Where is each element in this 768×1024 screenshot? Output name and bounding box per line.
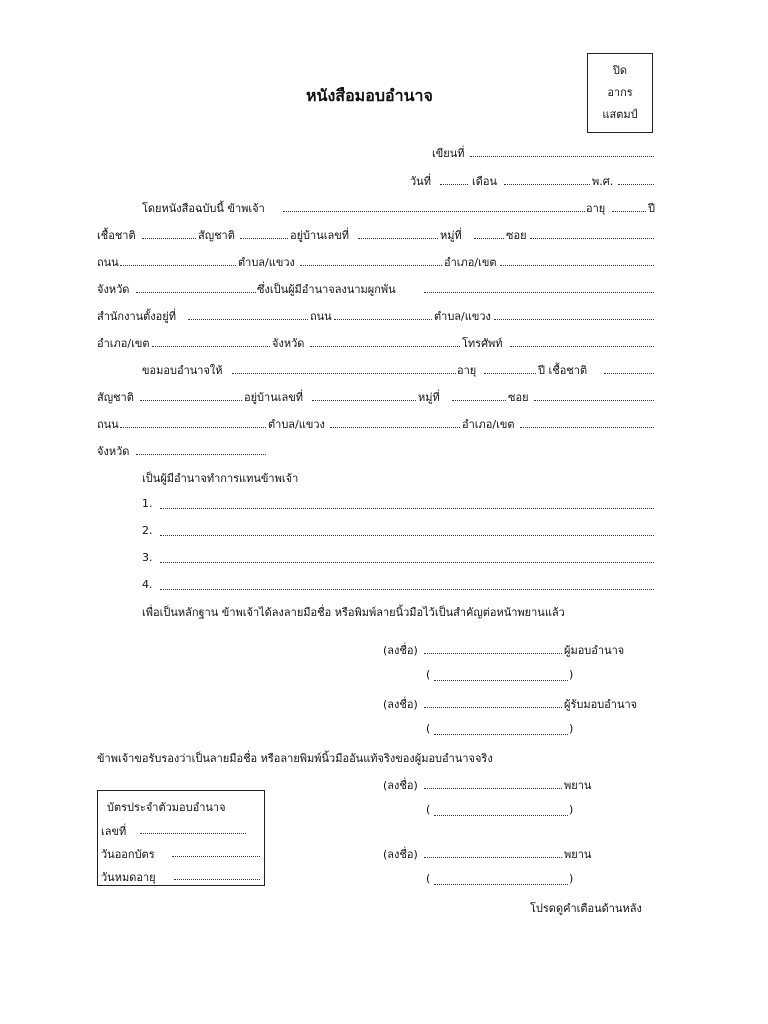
office-field[interactable]	[188, 319, 308, 320]
grantee-name-open-paren: (	[426, 722, 431, 735]
grantee-subdistrict-field[interactable]	[330, 427, 460, 428]
grantor-district-label: อำเภอ/เขต	[444, 256, 497, 269]
stamp-line-2: อากร	[607, 86, 633, 99]
grantor-nationality-label: สัญชาติ	[198, 229, 235, 242]
id-card-number-label: เลขที่	[101, 825, 127, 838]
grantee-name-close-paren: )	[569, 722, 574, 735]
grantor-moo-label: หมู่ที่	[440, 229, 462, 242]
stamp-box	[587, 53, 653, 133]
footer-note: โปรดดูคำเตือนด้านหลัง	[530, 902, 642, 915]
grantor-road-field[interactable]	[120, 265, 236, 266]
item-4-field[interactable]	[160, 589, 654, 590]
grantor-province-label: จังหวัด	[97, 283, 130, 296]
grantor-subdistrict-field[interactable]	[300, 265, 442, 266]
year-label: พ.ศ.	[592, 175, 614, 188]
stamp-line-3: แสตมป์	[602, 108, 638, 121]
month-field[interactable]	[504, 184, 590, 185]
year-field[interactable]	[618, 184, 654, 185]
acting-label: เป็นผู้มีอำนาจทำการแทนข้าพเจ้า	[142, 472, 299, 485]
grantee-soi-label: ซอย	[508, 391, 529, 404]
id-card-number-field[interactable]	[140, 833, 246, 834]
witness-2-open-paren: (	[426, 872, 431, 885]
grantor-intro: โดยหนังสือฉบับนี้ ข้าพเจ้า	[142, 202, 265, 215]
grantee-address-field[interactable]	[312, 400, 416, 401]
written-at-label: เขียนที่	[432, 147, 465, 160]
id-card-expires-label: วันหมดอายุ	[101, 871, 156, 884]
id-card-issued-field[interactable]	[172, 856, 260, 857]
grantee-race-field[interactable]	[604, 373, 654, 374]
grantee-subdistrict-label: ตำบล/แขวง	[268, 418, 325, 431]
id-card-title: บัตรประจำตัวมอบอำนาจ	[107, 801, 226, 814]
grantor-name-close-paren: )	[569, 668, 574, 681]
grantee-road-field[interactable]	[120, 427, 266, 428]
grantor-soi-label: ซอย	[506, 229, 527, 242]
grantor-name-open-paren: (	[426, 668, 431, 681]
item-3-field[interactable]	[160, 562, 654, 563]
item-2-number: 2.	[142, 524, 153, 537]
grantor-address-field[interactable]	[358, 238, 438, 239]
grantee-district-label: อำเภอ/เขต	[462, 418, 515, 431]
office-province-label: จังหวัด	[272, 337, 305, 350]
office-district-field[interactable]	[152, 346, 270, 347]
witness-2-printed-name-field[interactable]	[434, 884, 568, 885]
witness-2-role-label: พยาน	[564, 848, 592, 861]
month-label: เดือน	[472, 175, 498, 188]
grantor-race-label: เชื้อชาติ	[97, 229, 136, 242]
item-1-number: 1.	[142, 497, 153, 510]
grantor-road-label: ถนน	[97, 256, 119, 269]
grantor-subdistrict-label: ตำบล/แขวง	[238, 256, 295, 269]
office-label: สำนักงานตั้งอยู่ที่	[97, 310, 176, 323]
office-road-field[interactable]	[334, 319, 432, 320]
item-2-field[interactable]	[160, 535, 654, 536]
witness-1-open-paren: (	[426, 803, 431, 816]
id-card-expires-field[interactable]	[174, 879, 260, 880]
grantee-province-field[interactable]	[136, 454, 266, 455]
sign-witness-1-label: (ลงชื่อ)	[383, 779, 418, 792]
grantor-province-field[interactable]	[136, 292, 256, 293]
office-phone-label: โทรศัพท์	[462, 337, 503, 350]
grantor-role-label: ผู้มอบอำนาจ	[564, 644, 625, 657]
grantee-name-field[interactable]	[232, 373, 456, 374]
witness-1-role-label: พยาน	[564, 779, 592, 792]
grantee-role-label: ผู้รับมอบอำนาจ	[564, 698, 638, 711]
item-4-number: 4.	[142, 578, 153, 591]
grantor-authority-label: ซึ่งเป็นผู้มีอำนาจลงนามผูกพัน	[257, 283, 396, 296]
evidence-text: เพื่อเป็นหลักฐาน ข้าพเจ้าได้ลงลายมือชื่อ หรือพิมพ์ลายนิ้วมือไว้เป็นสำคัญต่อหน้าพยานแล้ว	[142, 606, 565, 619]
written-at-field[interactable]	[470, 156, 654, 157]
grantee-age-label: อายุ	[457, 364, 477, 377]
grantee-soi-field[interactable]	[534, 400, 654, 401]
sign-grantor-label: (ลงชื่อ)	[383, 644, 418, 657]
grantor-race-field[interactable]	[142, 238, 196, 239]
sign-witness-1-field[interactable]	[424, 788, 562, 789]
grantor-moo-field[interactable]	[474, 238, 504, 239]
stamp-line-1: ปิด	[612, 64, 628, 77]
grantee-intro: ขอมอบอำนาจให้	[142, 364, 223, 377]
grantee-province-label: จังหวัด	[97, 445, 130, 458]
grantor-printed-name-field[interactable]	[434, 680, 568, 681]
sign-grantee-label: (ลงชื่อ)	[383, 698, 418, 711]
witness-2-close-paren: )	[569, 872, 574, 885]
office-subdistrict-field[interactable]	[494, 319, 654, 320]
office-subdistrict-label: ตำบล/แขวง	[434, 310, 491, 323]
day-field[interactable]	[440, 184, 468, 185]
office-road-label: ถนน	[310, 310, 332, 323]
office-province-field[interactable]	[310, 346, 460, 347]
grantee-printed-name-field[interactable]	[434, 734, 568, 735]
grantee-nationality-label: สัญชาติ	[97, 391, 134, 404]
grantee-race-label: ปี เชื้อชาติ	[538, 364, 588, 377]
witness-1-close-paren: )	[569, 803, 574, 816]
grantee-address-label: อยู่บ้านเลขที่	[244, 391, 304, 404]
grantor-address-label: อยู่บ้านเลขที่	[290, 229, 350, 242]
grantor-soi-field[interactable]	[530, 238, 654, 239]
grantee-road-label: ถนน	[97, 418, 119, 431]
document-title: หนังสือมอบอำนาจ	[306, 86, 433, 105]
id-card-issued-label: วันออกบัตร	[101, 848, 155, 861]
sign-grantor-field[interactable]	[424, 653, 562, 654]
sign-witness-2-label: (ลงชื่อ)	[383, 848, 418, 861]
grantor-age-field[interactable]	[612, 211, 646, 212]
grantee-age-field[interactable]	[484, 373, 536, 374]
certify-text: ข้าพเจ้าขอรับรองว่าเป็นลายมือชื่อ หรือลายพิมพ์นิ้วมืออันแท้จริงของผู้มอบอำนาจจริง	[97, 752, 493, 765]
grantor-name-field[interactable]	[283, 211, 585, 212]
grantor-nationality-field[interactable]	[240, 238, 288, 239]
sign-grantee-field[interactable]	[424, 707, 562, 708]
office-district-label: อำเภอ/เขต	[97, 337, 150, 350]
witness-1-printed-name-field[interactable]	[434, 815, 568, 816]
grantor-years-label: ปี	[648, 202, 655, 215]
item-3-number: 3.	[142, 551, 153, 564]
grantee-moo-field[interactable]	[452, 400, 506, 401]
sign-witness-2-field[interactable]	[424, 857, 562, 858]
grantor-authority-field[interactable]	[424, 292, 654, 293]
grantee-moo-label: หมู่ที่	[418, 391, 440, 404]
grantee-district-field[interactable]	[520, 427, 654, 428]
grantor-age-label: อายุ	[586, 202, 606, 215]
grantor-district-field[interactable]	[500, 265, 654, 266]
item-1-field[interactable]	[160, 508, 654, 509]
grantee-nationality-field[interactable]	[140, 400, 242, 401]
office-phone-field[interactable]	[510, 346, 654, 347]
day-label: วันที่	[410, 175, 431, 188]
